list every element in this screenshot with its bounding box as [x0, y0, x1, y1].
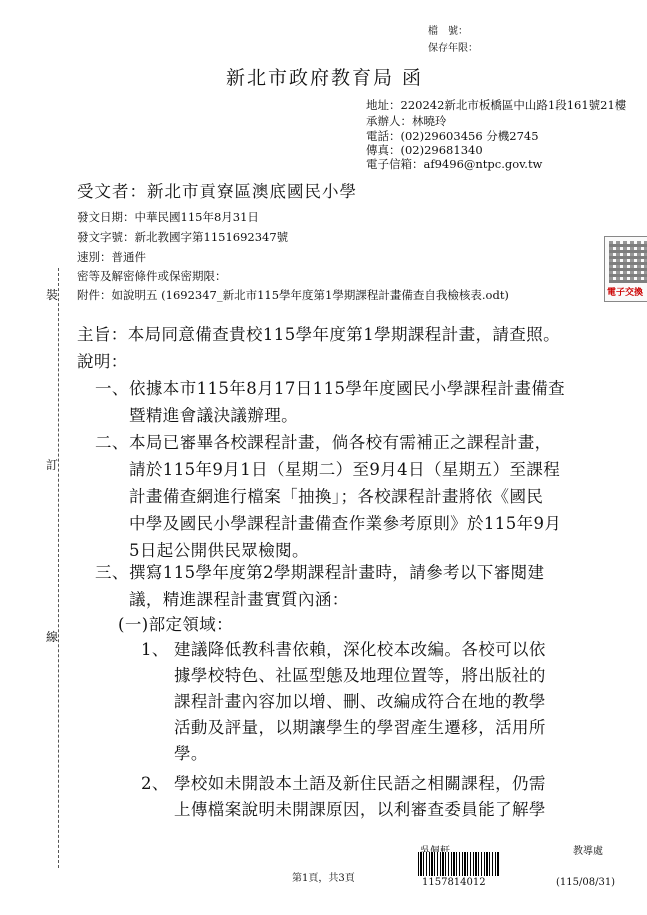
recipient: 受文者：新北市貢寮區澳底國民小學: [77, 182, 357, 201]
speed-category: 速別：普通件: [77, 250, 146, 264]
attachment: 附件：如說明五 (1692347_新北市115學年度第1學期課程計畫備查自我檢核表.odt): [77, 288, 509, 302]
secrecy-level: 密等及解密條件或保密期限：: [77, 269, 227, 283]
barcode: [418, 852, 500, 876]
explanation-label: 說明：: [77, 352, 128, 371]
retention-period-label: 保存年限：: [428, 43, 478, 54]
item-number: 三、: [95, 563, 129, 582]
item-line: 請於115年9月1日（星期二）至9月4日（星期五）至課程: [129, 460, 561, 479]
item-line: 議，精進課程計畫實質內涵：: [129, 590, 349, 609]
electronic-exchange-stamp: [604, 236, 647, 302]
email-label: 電子信箱：: [366, 157, 424, 171]
item-line: 撰寫115學年度第2學期課程計畫時，請參考以下審閱建: [129, 563, 545, 582]
phone: 電話：(02)29603456 分機2745: [366, 129, 539, 143]
fax: 傳真：(02)29681340: [366, 143, 483, 157]
sub-item-number: 2、: [141, 774, 169, 793]
sub-item-line: 建議降低教科書依賴，深化校本改編。各校可以依: [174, 640, 546, 659]
item-line: 計畫備查網進行檔案「抽換」；各校課程計畫將依《國民: [129, 487, 544, 506]
item-number: 一、: [95, 379, 129, 398]
binding-mark-middle: 訂: [46, 458, 59, 472]
sub-item-line: 據學校特色、社區型態及地理位置等，將出版社的: [174, 666, 546, 685]
stamp-label: 電子交換: [607, 288, 644, 298]
issue-date: 發文日期：中華民國115年8月31日: [77, 210, 259, 224]
handler: 承辦人：林曉玲: [366, 114, 447, 128]
stamp-pattern: [609, 241, 647, 283]
item-line: 暨精進會議決議辦理。: [129, 406, 298, 425]
sub-item-line: 課程計畫內容加以增、刪、改編成符合在地的教學: [174, 692, 546, 711]
sub-item-line: 學校如未開設本土語及新住民語之相關課程，仍需: [174, 774, 546, 793]
sub-item-line: 學。: [174, 744, 208, 763]
document-number: 發文字號：新北教國字第1151692347號: [77, 230, 289, 244]
item-line: 中學及國民小學課程計畫備查作業參考原則》於115年9月: [129, 514, 562, 533]
subject: 主旨：本局同意備查貴校115學年度第1學期課程計畫，請查照。: [77, 325, 560, 344]
binding-line: [58, 268, 59, 868]
item-line: 5日起公開供民眾檢閱。: [129, 541, 309, 560]
document-title: 新北市政府教育局 函: [226, 67, 424, 89]
binding-mark-bottom: 線: [46, 630, 59, 644]
department: 教導處: [573, 846, 603, 857]
item-line: 依據本市115年8月17日115學年度國民小學課程計畫備查: [129, 379, 566, 398]
code-date: (115/08/31): [556, 877, 616, 888]
binding-mark-top: 裝: [46, 288, 59, 302]
page-indicator: 第1頁，共3頁: [292, 873, 355, 884]
address: 地址：220242新北市板橋區中山路1段161號21樓: [366, 98, 627, 112]
sub-heading: (一)部定領域：: [118, 615, 234, 634]
item-line: 本局已審畢各校課程計畫，倘各校有需補正之課程計畫，: [129, 433, 552, 452]
email-address: af9496@ntpc.gov.tw: [423, 157, 543, 171]
email-row: [366, 156, 542, 172]
sub-item-line: 活動及評量，以期讓學生的學習產生遷移，活用所: [174, 718, 546, 737]
item-number: 二、: [95, 433, 129, 452]
sub-item-number: 1、: [141, 640, 169, 659]
barcode-number: 1157814012: [422, 877, 486, 888]
file-number-label: 檔 號：: [428, 26, 468, 37]
sub-item-line: 上傳檔案說明未開課原因，以利審查委員能了解學: [174, 800, 546, 819]
